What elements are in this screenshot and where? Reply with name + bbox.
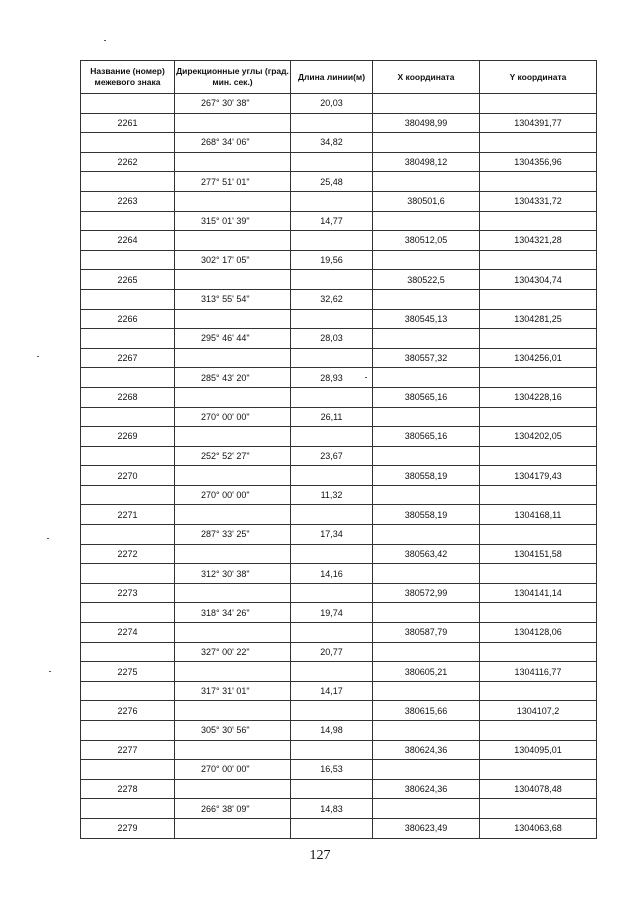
line-length-cell: 14,77 <box>291 211 373 231</box>
point-name-cell: 2276 <box>81 701 175 721</box>
segment-row <box>81 407 597 427</box>
empty-cell <box>480 289 597 309</box>
x-coordinate-cell: 380563,42 <box>373 544 480 564</box>
header-point-name: Название (номер) межевого знака <box>81 61 175 94</box>
empty-cell <box>175 701 291 721</box>
empty-cell <box>373 329 480 349</box>
segment-row <box>81 681 597 701</box>
y-coordinate-cell: 1304168,11 <box>480 505 597 525</box>
point-name-cell: 2279 <box>81 818 175 838</box>
x-coordinate-cell: 380624,36 <box>373 740 480 760</box>
y-coordinate-cell: 1304141,14 <box>480 583 597 603</box>
point-name-cell: 2265 <box>81 270 175 290</box>
empty-cell <box>480 485 597 505</box>
empty-cell <box>291 779 373 799</box>
empty-cell <box>175 191 291 211</box>
empty-cell <box>373 368 480 388</box>
empty-cell <box>175 583 291 603</box>
point-row <box>81 113 597 133</box>
empty-cell <box>373 760 480 780</box>
direction-angle-cell: 312° 30' 38" <box>175 564 291 584</box>
segment-row <box>81 172 597 192</box>
empty-cell <box>81 407 175 427</box>
empty-cell <box>291 505 373 525</box>
point-row <box>81 231 597 251</box>
direction-angle-cell: 285° 43' 20" <box>175 368 291 388</box>
empty-cell <box>291 662 373 682</box>
point-row <box>81 270 597 290</box>
x-coordinate-cell: 380558,19 <box>373 505 480 525</box>
empty-cell <box>291 309 373 329</box>
empty-cell <box>373 525 480 545</box>
empty-cell <box>291 818 373 838</box>
direction-angle-cell: 315° 01' 39" <box>175 211 291 231</box>
direction-angle-cell: 305° 30' 56" <box>175 721 291 741</box>
empty-cell <box>480 760 597 780</box>
empty-cell <box>373 94 480 114</box>
empty-cell <box>81 250 175 270</box>
direction-angle-cell: 317° 31' 01" <box>175 681 291 701</box>
line-length-cell: 25,48 <box>291 172 373 192</box>
y-coordinate-cell: 1304116,77 <box>480 662 597 682</box>
y-coordinate-cell: 1304281,25 <box>480 309 597 329</box>
empty-cell <box>480 564 597 584</box>
y-coordinate-cell: 1304228,16 <box>480 387 597 407</box>
header-line-length: Длина линии(м) <box>291 61 373 94</box>
empty-cell <box>480 172 597 192</box>
y-coordinate-cell: 1304321,28 <box>480 231 597 251</box>
empty-cell <box>373 642 480 662</box>
direction-angle-cell: 270° 00' 00" <box>175 760 291 780</box>
empty-cell <box>291 348 373 368</box>
x-coordinate-cell: 380587,79 <box>373 623 480 643</box>
empty-cell <box>175 113 291 133</box>
empty-cell <box>373 799 480 819</box>
point-name-cell: 2277 <box>81 740 175 760</box>
point-row <box>81 740 597 760</box>
direction-angle-cell: 270° 00' 00" <box>175 407 291 427</box>
y-coordinate-cell: 1304095,01 <box>480 740 597 760</box>
segment-row <box>81 211 597 231</box>
empty-cell <box>81 721 175 741</box>
direction-angle-cell: 295° 46' 44" <box>175 329 291 349</box>
x-coordinate-cell: 380545,13 <box>373 309 480 329</box>
point-name-cell: 2266 <box>81 309 175 329</box>
x-coordinate-cell: 380565,16 <box>373 427 480 447</box>
segment-row <box>81 603 597 623</box>
direction-angle-cell: 266° 38' 09" <box>175 799 291 819</box>
segment-row <box>81 799 597 819</box>
empty-cell <box>480 721 597 741</box>
y-coordinate-cell: 1304391,77 <box>480 113 597 133</box>
direction-angle-cell: 318° 34' 26" <box>175 603 291 623</box>
empty-cell <box>81 799 175 819</box>
empty-cell <box>291 623 373 643</box>
empty-cell <box>175 309 291 329</box>
empty-cell <box>291 387 373 407</box>
empty-cell <box>175 662 291 682</box>
empty-cell <box>480 211 597 231</box>
direction-angle-cell: 270° 00' 00" <box>175 485 291 505</box>
empty-cell <box>81 564 175 584</box>
line-length-cell: 20,03 <box>291 94 373 114</box>
empty-cell <box>175 270 291 290</box>
empty-cell <box>373 289 480 309</box>
empty-cell <box>81 289 175 309</box>
point-row <box>81 701 597 721</box>
point-row <box>81 427 597 447</box>
empty-cell <box>175 427 291 447</box>
direction-angle-cell: 252° 52' 27" <box>175 446 291 466</box>
segment-row <box>81 721 597 741</box>
scan-speck <box>365 377 367 378</box>
y-coordinate-cell: 1304179,43 <box>480 466 597 486</box>
empty-cell <box>81 172 175 192</box>
empty-cell <box>81 368 175 388</box>
x-coordinate-cell: 380605,21 <box>373 662 480 682</box>
empty-cell <box>175 505 291 525</box>
header-direction-angle: Дирекционные углы (град. мин. сек.) <box>175 61 291 94</box>
empty-cell <box>291 544 373 564</box>
empty-cell <box>373 485 480 505</box>
point-name-cell: 2278 <box>81 779 175 799</box>
segment-row <box>81 94 597 114</box>
segment-row <box>81 485 597 505</box>
empty-cell <box>175 818 291 838</box>
y-coordinate-cell: 1304331,72 <box>480 191 597 211</box>
y-coordinate-cell: 1304063,68 <box>480 818 597 838</box>
direction-angle-cell: 287° 33' 25" <box>175 525 291 545</box>
point-row <box>81 152 597 172</box>
empty-cell <box>81 603 175 623</box>
point-name-cell: 2269 <box>81 427 175 447</box>
line-length-cell: 28,03 <box>291 329 373 349</box>
empty-cell <box>480 603 597 623</box>
empty-cell <box>373 211 480 231</box>
line-length-cell: 19,74 <box>291 603 373 623</box>
scan-speck <box>104 40 106 41</box>
empty-cell <box>81 446 175 466</box>
empty-cell <box>81 681 175 701</box>
point-row <box>81 818 597 838</box>
empty-cell <box>480 94 597 114</box>
point-name-cell: 2273 <box>81 583 175 603</box>
line-length-cell: 28,93 <box>291 368 373 388</box>
empty-cell <box>480 407 597 427</box>
empty-cell <box>175 348 291 368</box>
direction-angle-cell: 268° 34' 06" <box>175 133 291 153</box>
empty-cell <box>291 701 373 721</box>
empty-cell <box>175 387 291 407</box>
empty-cell <box>291 270 373 290</box>
x-coordinate-cell: 380498,12 <box>373 152 480 172</box>
empty-cell <box>81 211 175 231</box>
x-coordinate-cell: 380512,05 <box>373 231 480 251</box>
header-y-coordinate: Y координата <box>480 61 597 94</box>
x-coordinate-cell: 380522,5 <box>373 270 480 290</box>
empty-cell <box>480 250 597 270</box>
empty-cell <box>291 152 373 172</box>
x-coordinate-cell: 380572,99 <box>373 583 480 603</box>
segment-row <box>81 446 597 466</box>
point-name-cell: 2268 <box>81 387 175 407</box>
empty-cell <box>480 368 597 388</box>
header-x-coordinate: X координата <box>373 61 480 94</box>
y-coordinate-cell: 1304151,58 <box>480 544 597 564</box>
point-name-cell: 2267 <box>81 348 175 368</box>
line-length-cell: 32,62 <box>291 289 373 309</box>
line-length-cell: 14,17 <box>291 681 373 701</box>
empty-cell <box>373 407 480 427</box>
line-length-cell: 14,98 <box>291 721 373 741</box>
point-name-cell: 2263 <box>81 191 175 211</box>
empty-cell <box>81 94 175 114</box>
scan-speck <box>49 671 51 672</box>
segment-row <box>81 760 597 780</box>
point-row <box>81 623 597 643</box>
x-coordinate-cell: 380615,66 <box>373 701 480 721</box>
y-coordinate-cell: 1304078,48 <box>480 779 597 799</box>
segment-row <box>81 564 597 584</box>
empty-cell <box>373 172 480 192</box>
empty-cell <box>373 133 480 153</box>
line-length-cell: 23,67 <box>291 446 373 466</box>
x-coordinate-cell: 380501,6 <box>373 191 480 211</box>
table-body <box>81 94 597 839</box>
point-name-cell: 2261 <box>81 113 175 133</box>
line-length-cell: 16,53 <box>291 760 373 780</box>
empty-cell <box>175 544 291 564</box>
empty-cell <box>480 681 597 701</box>
point-row <box>81 191 597 211</box>
point-name-cell: 2275 <box>81 662 175 682</box>
line-length-cell: 17,34 <box>291 525 373 545</box>
y-coordinate-cell: 1304356,96 <box>480 152 597 172</box>
point-row <box>81 544 597 564</box>
segment-row <box>81 250 597 270</box>
point-name-cell: 2274 <box>81 623 175 643</box>
empty-cell <box>480 446 597 466</box>
empty-cell <box>81 485 175 505</box>
segment-row <box>81 642 597 662</box>
y-coordinate-cell: 1304128,06 <box>480 623 597 643</box>
point-row <box>81 466 597 486</box>
point-name-cell: 2264 <box>81 231 175 251</box>
empty-cell <box>175 779 291 799</box>
page-number: 127 <box>309 848 331 863</box>
segment-row <box>81 329 597 349</box>
empty-cell <box>81 760 175 780</box>
empty-cell <box>373 681 480 701</box>
point-row <box>81 387 597 407</box>
x-coordinate-cell: 380558,19 <box>373 466 480 486</box>
x-coordinate-cell: 380565,16 <box>373 387 480 407</box>
segment-row <box>81 525 597 545</box>
direction-angle-cell: 267° 30' 38" <box>175 94 291 114</box>
segment-row <box>81 368 597 388</box>
empty-cell <box>291 740 373 760</box>
line-length-cell: 14,16 <box>291 564 373 584</box>
point-row <box>81 779 597 799</box>
point-row <box>81 662 597 682</box>
point-name-cell: 2262 <box>81 152 175 172</box>
line-length-cell: 14,83 <box>291 799 373 819</box>
empty-cell <box>291 191 373 211</box>
point-row <box>81 583 597 603</box>
empty-cell <box>373 446 480 466</box>
empty-cell <box>480 329 597 349</box>
direction-angle-cell: 277° 51' 01" <box>175 172 291 192</box>
point-name-cell: 2272 <box>81 544 175 564</box>
empty-cell <box>81 329 175 349</box>
point-name-cell: 2270 <box>81 466 175 486</box>
direction-angle-cell: 327° 00' 22" <box>175 642 291 662</box>
empty-cell <box>291 427 373 447</box>
point-row <box>81 505 597 525</box>
empty-cell <box>373 603 480 623</box>
empty-cell <box>291 113 373 133</box>
empty-cell <box>81 642 175 662</box>
x-coordinate-cell: 380498,99 <box>373 113 480 133</box>
header-row <box>81 61 597 94</box>
empty-cell <box>175 740 291 760</box>
line-length-cell: 26,11 <box>291 407 373 427</box>
empty-cell <box>480 133 597 153</box>
scan-speck <box>47 538 49 539</box>
empty-cell <box>373 250 480 270</box>
point-row <box>81 309 597 329</box>
x-coordinate-cell: 380624,36 <box>373 779 480 799</box>
y-coordinate-cell: 1304304,74 <box>480 270 597 290</box>
x-coordinate-cell: 380557,32 <box>373 348 480 368</box>
empty-cell <box>175 231 291 251</box>
x-coordinate-cell: 380623,49 <box>373 818 480 838</box>
empty-cell <box>175 466 291 486</box>
empty-cell <box>373 721 480 741</box>
empty-cell <box>480 799 597 819</box>
segment-row <box>81 133 597 153</box>
empty-cell <box>480 525 597 545</box>
y-coordinate-cell: 1304256,01 <box>480 348 597 368</box>
scan-speck <box>37 356 39 357</box>
point-row <box>81 348 597 368</box>
empty-cell <box>81 133 175 153</box>
line-length-cell: 11,32 <box>291 485 373 505</box>
empty-cell <box>175 152 291 172</box>
line-length-cell: 34,82 <box>291 133 373 153</box>
empty-cell <box>291 583 373 603</box>
empty-cell <box>175 623 291 643</box>
direction-angle-cell: 313° 55' 54" <box>175 289 291 309</box>
y-coordinate-cell: 1304202,05 <box>480 427 597 447</box>
boundary-coordinates-table <box>80 60 597 839</box>
line-length-cell: 20,77 <box>291 642 373 662</box>
empty-cell <box>480 642 597 662</box>
y-coordinate-cell: 1304107,2 <box>480 701 597 721</box>
line-length-cell: 19,56 <box>291 250 373 270</box>
empty-cell <box>81 525 175 545</box>
empty-cell <box>291 231 373 251</box>
point-name-cell: 2271 <box>81 505 175 525</box>
empty-cell <box>373 564 480 584</box>
segment-row <box>81 289 597 309</box>
empty-cell <box>291 466 373 486</box>
direction-angle-cell: 302° 17' 05" <box>175 250 291 270</box>
